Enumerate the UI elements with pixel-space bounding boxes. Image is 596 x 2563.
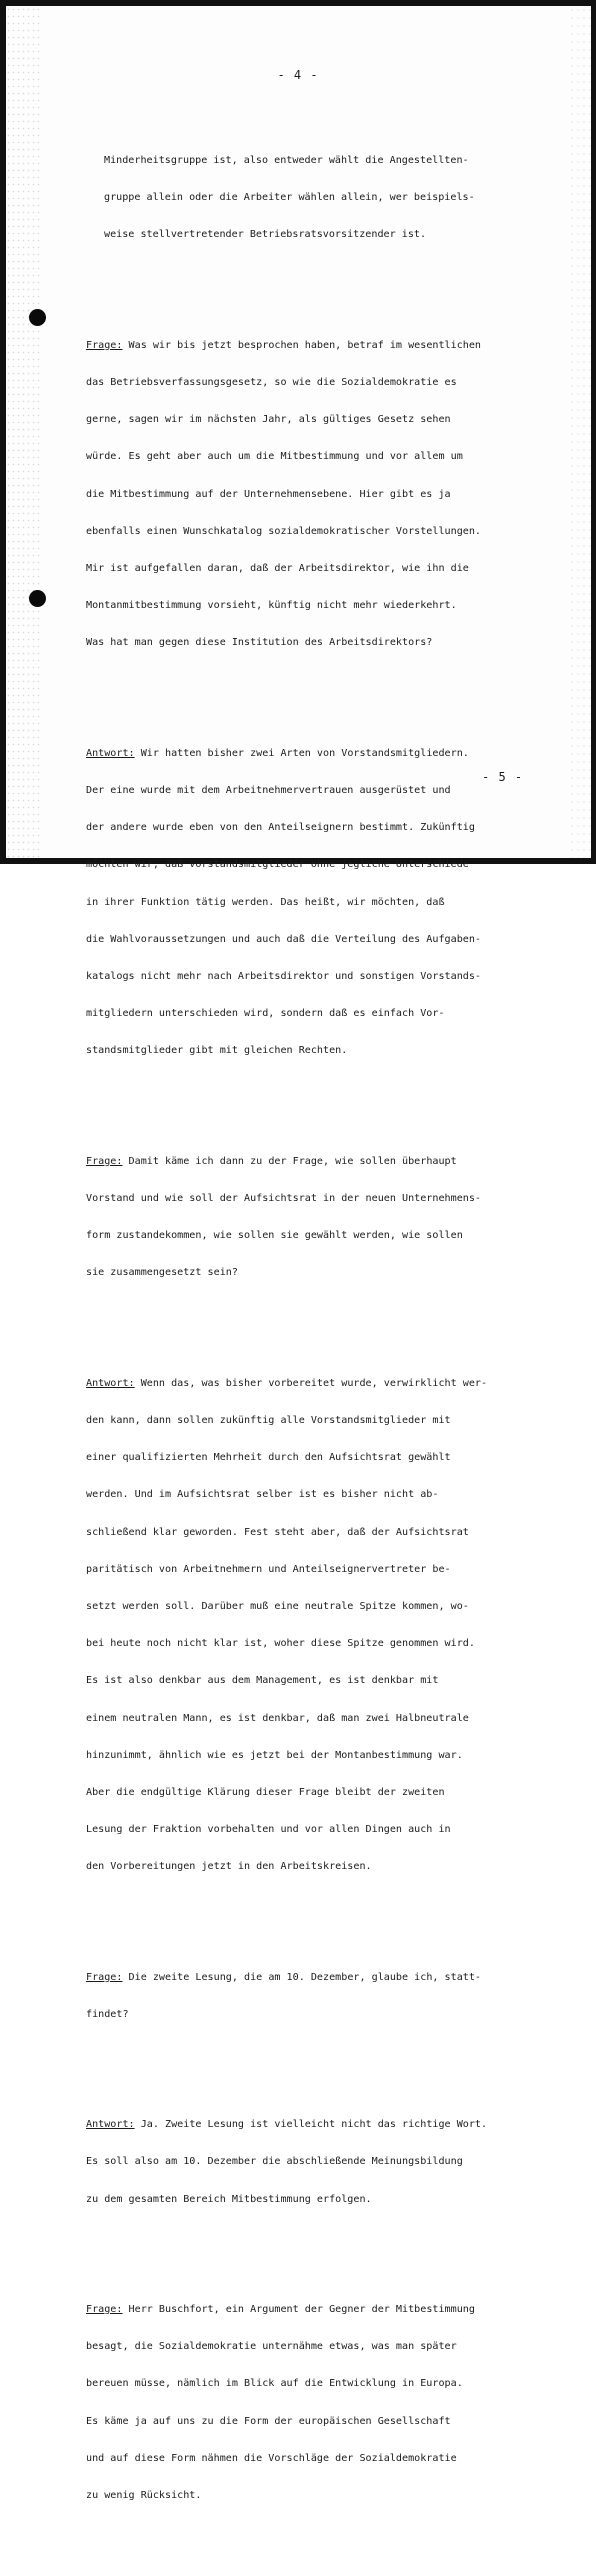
speaker-label-question: Frage: [86,339,123,351]
speaker-label-question: Frage: [86,2303,123,2315]
text-line [86,1378,556,1390]
text-line: zu wenig Rücksicht. [86,2489,202,2501]
punch-hole-upper [29,309,46,326]
text-line: hinzunimmt, ähnlich wie es jetzt bei der Montanbestimmung war. [86,1749,463,1761]
text-line: die Wahlvoraussetzungen und auch daß die Verteilung des Aufgaben- [86,933,482,945]
text-line: bereuen müsse, nämlich im Blick auf die Entwicklung in Europa. [86,2378,463,2390]
text-line-rest: Wenn das, was bisher vorbereitet wurde, verwirklicht wer- [134,1377,488,1389]
text-line: in ihrer Funktion tätig werden. Das heißt, wir möchten, daß [86,896,445,908]
text-line: bei heute noch nicht klar ist, woher diese Spitze genommen wird. [86,1638,475,1650]
text-line: paritätisch von Arbeitnehmern und Anteilseignervertreter be- [86,1563,451,1575]
text-line: setzt werden soll. Darüber muß eine neutrale Spitze kommen, wo- [86,1600,469,1612]
page-number-bottom: - 5 - [482,770,524,784]
text-line: würde. Es geht aber auch um die Mitbestimmung und vor allem um [86,451,463,463]
question-block [86,1947,556,2046]
text-line [86,1156,556,1168]
text-line: zu dem gesamten Bereich Mitbestimmung erfolgen. [86,2193,372,2205]
text-line: die Mitbestimmung auf der Unternehmensebene. Hier gibt es ja [86,488,451,500]
text-line: Minderheitsgruppe ist, also entweder wählt die Angestellten- [104,155,469,167]
text-line: Mir ist aufgefallen daran, daß der Arbeitsdirektor, wie ihn die [86,563,469,575]
text-line: weise stellvertretender Betriebsratsvorsitzender ist. [104,229,427,241]
text-line: Was hat man gegen diese Institution des Arbeitsdirektors? [86,637,433,649]
text-line: einer qualifizierten Mehrheit durch den Aufsichtsrat gewählt [86,1452,451,1464]
punch-hole-lower [29,590,46,607]
paragraph-continuation [104,130,556,266]
question-block [86,315,556,675]
text-line: den Vorbereitungen jetzt in den Arbeitskreisen. [86,1861,372,1873]
text-line: Aber die endgültige Klärung dieser Frage bleibt der zweiten [86,1787,445,1799]
text-line: sie zusammengesetzt sein? [86,1267,238,1279]
text-line: Montanmitbestimmung vorsieht, künftig nicht mehr wiederkehrt. [86,600,457,612]
text-line: standsmitglieder gibt mit gleichen Rechten. [86,1045,348,1057]
text-line: findet? [86,2008,129,2020]
text-line: schließend klar geworden. Fest steht aber, daß der Aufsichtsrat [86,1526,469,1538]
text-line: katalogs nicht mehr nach Arbeitsdirektor und sonstigen Vorstands- [86,971,482,983]
question-block [86,1131,556,1305]
speaker-label-question: Frage: [86,1971,123,1983]
text-line: gerne, sagen wir im nächsten Jahr, als gültiges Gesetz sehen [86,414,451,426]
text-line [86,748,556,760]
speaker-label-answer: Antwort: [86,747,135,759]
text-line: ebenfalls einen Wunschkatalog sozialdemokratischer Vorstellungen. [86,525,482,537]
text-line: Der eine wurde mit dem Arbeitnehmervertrauen ausgerüstet und [86,784,451,796]
speaker-label-question: Frage: [86,1155,123,1167]
text-line-rest: Ja. Zweite Lesung ist vielleicht nicht das richtige Wort. [134,2119,488,2131]
text-line: Es ist also denkbar aus dem Management, es ist denkbar mit [86,1675,439,1687]
text-line: und auf diese Form nähmen die Vorschläge der Sozialdemokratie [86,2452,457,2464]
text-line-rest: Was wir bis jetzt besprochen haben, betraf im wesentlichen [122,339,482,351]
text-line-rest: Wir hatten bisher zwei Arten von Vorstandsmitgliedern. [134,747,469,759]
text-line: Vorstand und wie soll der Aufsichtsrat in der neuen Unternehmens- [86,1192,482,1204]
text-line: einem neutralen Mann, es ist denkbar, daß man zwei Halbneutrale [86,1712,469,1724]
scan-noise-left [6,6,40,858]
text-line: den kann, dann sollen zukünftig alle Vorstandsmitglieder mit [86,1414,451,1426]
text-line-rest: Damit käme ich dann zu der Frage, wie sollen überhaupt [122,1155,457,1167]
text-line: form zustandekommen, wie sollen sie gewählt werden, wie sollen [86,1230,463,1242]
text-line: das Betriebsverfassungsgesetz, so wie die Sozialdemokratie es [86,376,457,388]
page-number-top: - 4 - [277,68,319,82]
answer-block [86,2094,556,2230]
speaker-label-answer: Antwort: [86,1377,135,1389]
answer-block [86,1353,556,1899]
scan-noise-right [569,6,591,858]
speaker-label-answer: Antwort: [86,2119,135,2131]
question-block [86,2279,556,2527]
text-line: besagt, die Sozialdemokratie unternähme etwas, was man später [86,2341,457,2353]
text-line [86,2304,556,2316]
text-line: Lesung der Fraktion vorbehalten und vor allen Dingen auch in [86,1824,451,1836]
text-line [86,340,556,352]
text-line: Es soll also am 10. Dezember die abschließende Meinungsbildung [86,2156,463,2168]
text-line [86,2119,556,2131]
document-body [86,93,556,2563]
text-line: werden. Und im Aufsichtsrat selber ist es bisher nicht ab- [86,1489,439,1501]
text-line: möchten wir, daß Vorstandsmitglieder ohne jegliche Unterschiede [86,859,469,871]
text-line: mitgliedern unterschieden wird, sondern daß es einfach Vor- [86,1008,445,1020]
text-line-rest: Die zweite Lesung, die am 10. Dezember, glaube ich, statt- [122,1971,482,1983]
text-line-rest: Herr Buschfort, ein Argument der Gegner der Mitbestimmung [122,2303,475,2315]
text-line: Es käme ja auf uns zu die Form der europäischen Gesellschaft [86,2415,451,2427]
text-line [86,1972,556,1984]
text-line: gruppe allein oder die Arbeiter wählen allein, wer beispiels- [104,192,475,204]
text-line: der andere wurde eben von den Anteilseignern bestimmt. Zukünftig [86,822,475,834]
